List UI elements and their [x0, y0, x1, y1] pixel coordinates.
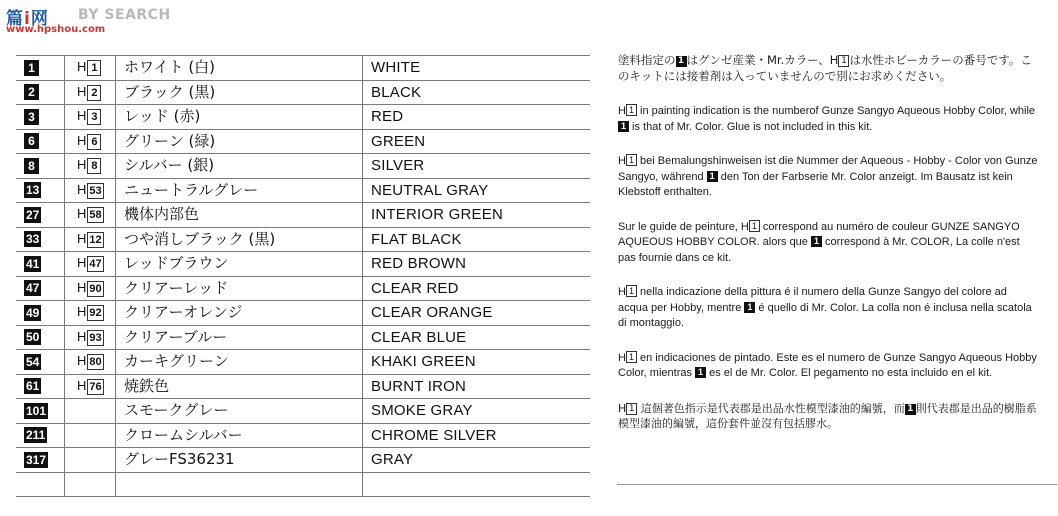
hobby-color-cell [65, 178, 116, 203]
mr-color-code-badge: 54 [26, 354, 40, 369]
note-italian [618, 285, 1038, 332]
english-color-name: BURNT IRON [363, 374, 591, 399]
hobby-color-number: 53 [89, 184, 102, 197]
hobby-color-cell [65, 154, 116, 179]
note-text: H [618, 351, 626, 364]
english-color-name: RED [363, 105, 591, 130]
hobby-color-prefix: H [77, 206, 87, 222]
japanese-color-name: つや消しブラック (黒) [116, 227, 363, 252]
mr-color-code-cell [16, 325, 65, 350]
japanese-color-name: 焼鉄色 [116, 374, 363, 399]
note-text: correspond à Mr. COLOR, La colle n'est pas fournie dans ce kit. [618, 236, 1020, 264]
mr-color-code-badge: 1 [24, 60, 39, 76]
hobby-color-cell [65, 227, 116, 252]
hobby-color-box: 1 [838, 55, 849, 67]
hobby-color-prefix: H [77, 328, 87, 344]
mr-color-code-cell [16, 423, 65, 448]
mr-color-code-badge: 3 [24, 109, 39, 125]
hobby-color-number: 3 [87, 109, 101, 125]
mr-color-badge: 1 [707, 171, 718, 182]
hobby-color-box: 1 [749, 220, 760, 232]
note-text: Sur le guide de peinture, H [618, 220, 749, 233]
mr-color-code-badge: 27 [26, 207, 40, 222]
table-row [16, 448, 590, 473]
english-color-name: CLEAR ORANGE [363, 301, 591, 326]
mr-color-code-cell [16, 203, 65, 228]
mr-color-badge: 1 [905, 404, 916, 415]
mr-color-code-badge: 101 [26, 403, 47, 418]
hobby-color-box: 1 [626, 104, 637, 116]
table-row [16, 56, 590, 81]
hobby-color-number: 76 [89, 380, 102, 393]
mr-color-badge: 1 [811, 236, 822, 247]
note-text: bei Bemalungshinweisen ist die Nummer der Aqueous - Hobby - Color von Gunze Sangyo, während [618, 155, 1038, 183]
mr-color-code-badge: 317 [26, 452, 47, 467]
hobby-color-cell [65, 80, 116, 105]
hobby-color-number: 2 [87, 85, 101, 101]
hobby-color-cell [65, 56, 116, 81]
note-french [618, 220, 1038, 267]
hobby-color-prefix: H [77, 279, 87, 295]
japanese-color-name: レッドブラウン [116, 252, 363, 277]
table-row [16, 80, 590, 105]
hobby-color-prefix: H [77, 304, 87, 320]
japanese-color-name: グレーFS36231 [116, 448, 363, 473]
english-color-name: GREEN [363, 129, 591, 154]
hobby-color-cell [65, 203, 116, 228]
mr-color-code-cell [16, 227, 65, 252]
english-color-name: WHITE [363, 56, 591, 81]
hobby-color-prefix: H [77, 108, 87, 124]
watermark-url: www.hpshou.com [6, 24, 106, 35]
mr-color-badge: 1 [695, 367, 706, 378]
hobby-color-prefix: H [77, 181, 87, 197]
japanese-color-name: スモークグレー [116, 399, 363, 424]
table-row-empty [16, 472, 590, 497]
english-color-name: RED BROWN [363, 252, 591, 277]
note-text: in painting indication is the numberof Gunze Sangyo Aqueous Hobby Color, while [636, 105, 1036, 117]
hobby-color-number: 58 [89, 209, 102, 222]
japanese-color-name [116, 472, 363, 497]
note-japanese [618, 52, 1038, 84]
mr-color-code-badge: 49 [26, 305, 40, 320]
note-text: 這個著色指示是代表郡是出品水性模型漆油的編號，而 [637, 401, 905, 415]
note-english [618, 104, 1038, 135]
table-row [16, 252, 590, 277]
table-row [16, 203, 590, 228]
japanese-color-name: 機体内部色 [116, 203, 363, 228]
hobby-color-number: 93 [89, 331, 102, 344]
english-color-name: CLEAR RED [363, 276, 591, 301]
hobby-color-prefix: H [77, 353, 87, 369]
table-row [16, 129, 590, 154]
japanese-color-name: ホワイト (白) [116, 56, 363, 81]
mr-color-code-cell [16, 350, 65, 375]
english-color-name: CHROME SILVER [363, 423, 591, 448]
mr-color-code-cell [16, 252, 65, 277]
japanese-color-name: ニュートラルグレー [116, 178, 363, 203]
english-color-name: KHAKI GREEN [363, 350, 591, 375]
hobby-color-box: 1 [626, 351, 637, 363]
hobby-color-number: 1 [87, 60, 101, 76]
table-row [16, 325, 590, 350]
watermark-logo [6, 4, 176, 36]
mr-color-code-badge: 6 [24, 133, 39, 149]
hobby-color-cell [65, 350, 116, 375]
japanese-color-name: クリアーレッド [116, 276, 363, 301]
japanese-color-name: クロームシルバー [116, 423, 363, 448]
watermark-brand-c: 网 [30, 9, 49, 29]
mr-color-code-cell [16, 276, 65, 301]
hobby-color-number: 90 [89, 282, 102, 295]
hobby-color-cell [65, 399, 116, 424]
divider [617, 484, 1057, 485]
english-color-name: CLEAR BLUE [363, 325, 591, 350]
note-german [618, 154, 1038, 201]
table-row [16, 423, 590, 448]
hobby-color-cell [65, 301, 116, 326]
note-text: en indicaciones de pintado. Este es el numero de Gunze Sangyo Aqueous Hobby Color, mientras [618, 351, 1037, 379]
hobby-color-cell [65, 276, 116, 301]
note-text: 則代表郡是出品的樹脂系模型漆油的編號，這份套件並沒有包括膠水。 [618, 401, 1037, 430]
table-row [16, 374, 590, 399]
note-text: は水性ホビーカラーの番号です。このキットには接着剤は入っていませんので別にお求めください。 [618, 53, 1032, 83]
japanese-color-name: クリアーオレンジ [116, 301, 363, 326]
table-row [16, 105, 590, 130]
hobby-color-box: 1 [626, 403, 637, 415]
table-row [16, 227, 590, 252]
hobby-color-prefix: H [77, 377, 87, 393]
mr-color-badge: 1 [744, 302, 755, 313]
hobby-color-cell [65, 374, 116, 399]
mr-color-code-cell [16, 472, 65, 497]
mr-color-code-cell [16, 80, 65, 105]
english-color-name [363, 472, 591, 497]
note-text: den Ton der Farbserie Mr. Color anzeigt. Im Bausatz ist kein Klebstoff enthalten. [618, 170, 1013, 198]
note-text: H [618, 105, 626, 117]
english-color-name: INTERIOR GREEN [363, 203, 591, 228]
note-text: 塗料指定の [618, 53, 676, 67]
japanese-color-name: シルバー (銀) [116, 154, 363, 179]
hobby-color-number: 47 [89, 258, 102, 271]
mr-color-code-badge: 41 [26, 256, 40, 271]
hobby-color-prefix: H [77, 255, 87, 271]
table-row [16, 399, 590, 424]
hobby-color-cell [65, 472, 116, 497]
paint-notes [618, 52, 1038, 432]
note-spanish [618, 351, 1038, 382]
table-row [16, 276, 590, 301]
hobby-color-number: 8 [87, 158, 101, 174]
paint-color-table [16, 55, 590, 497]
mr-color-code-badge: 61 [26, 379, 40, 394]
japanese-color-name: クリアーブルー [116, 325, 363, 350]
mr-color-code-cell [16, 154, 65, 179]
mr-color-code-badge: 8 [24, 158, 39, 174]
hobby-color-box: 1 [626, 285, 637, 297]
mr-color-code-cell [16, 448, 65, 473]
japanese-color-name: ブラック (黒) [116, 80, 363, 105]
hobby-color-prefix: H [77, 59, 87, 75]
mr-color-code-cell [16, 178, 65, 203]
note-text: es el de Mr. Color. El pegamento no esta incluido en el kit. [706, 367, 993, 379]
note-text: nella indicazione della pittura é il numero della Gunze Sangyo del colore ad acqua per Hobby, mentre [618, 286, 1007, 314]
table-row [16, 154, 590, 179]
watermark-search: BY SEARCH [78, 7, 171, 23]
note-text: はグンゼ産業・Mr.カラー、H [686, 53, 839, 67]
mr-color-code-cell [16, 374, 65, 399]
mr-color-badge: 1 [618, 121, 629, 132]
table-row [16, 178, 590, 203]
hobby-color-prefix: H [77, 157, 87, 173]
hobby-color-prefix: H [77, 83, 87, 99]
mr-color-code-cell [16, 399, 65, 424]
hobby-color-cell [65, 325, 116, 350]
hobby-color-cell [65, 129, 116, 154]
hobby-color-number: 92 [89, 307, 102, 320]
english-color-name: SILVER [363, 154, 591, 179]
mr-color-code-cell [16, 105, 65, 130]
english-color-name: FLAT BLACK [363, 227, 591, 252]
japanese-color-name: レッド (赤) [116, 105, 363, 130]
hobby-color-number: 12 [89, 233, 102, 246]
note-chinese [618, 401, 1038, 432]
hobby-color-number: 6 [87, 134, 101, 150]
hobby-color-cell [65, 423, 116, 448]
table-row [16, 301, 590, 326]
hobby-color-cell [65, 105, 116, 130]
note-text: H [618, 401, 627, 415]
hobby-color-number: 80 [89, 356, 102, 369]
mr-color-code-badge: 47 [26, 281, 40, 296]
japanese-color-name: カーキグリーン [116, 350, 363, 375]
watermark-brand-b: i [24, 9, 31, 29]
mr-color-code-badge: 13 [26, 183, 40, 198]
hobby-color-cell [65, 252, 116, 277]
note-text: é quello di Mr. Color. La colla non é inclusa nella scatola di montaggio. [618, 301, 1032, 329]
note-text: is that of Mr. Color. Glue is not included in this kit. [629, 120, 873, 133]
note-text: H [618, 286, 626, 298]
mr-color-code-cell [16, 129, 65, 154]
mr-color-code-badge: 50 [26, 330, 40, 345]
watermark-brand-a: 篇 [6, 9, 24, 29]
mr-color-code-cell [16, 56, 65, 81]
note-text: correspond au numéro de couleur GUNZE SANGYO AQUEOUS HOBBY COLOR. alors que [618, 220, 1020, 248]
english-color-name: BLACK [363, 80, 591, 105]
english-color-name: SMOKE GRAY [363, 399, 591, 424]
mr-color-badge: 1 [676, 56, 687, 67]
japanese-color-name: グリーン (緑) [116, 129, 363, 154]
mr-color-code-cell [16, 301, 65, 326]
hobby-color-cell [65, 448, 116, 473]
table-row [16, 350, 590, 375]
hobby-color-prefix: H [77, 230, 87, 246]
note-text: H [618, 155, 626, 167]
mr-color-code-badge: 2 [24, 84, 39, 100]
mr-color-code-badge: 211 [26, 428, 46, 443]
mr-color-code-badge: 33 [26, 232, 40, 247]
hobby-color-prefix: H [77, 132, 87, 148]
english-color-name: GRAY [363, 448, 591, 473]
english-color-name: NEUTRAL GRAY [363, 178, 591, 203]
hobby-color-box: 1 [626, 154, 637, 166]
